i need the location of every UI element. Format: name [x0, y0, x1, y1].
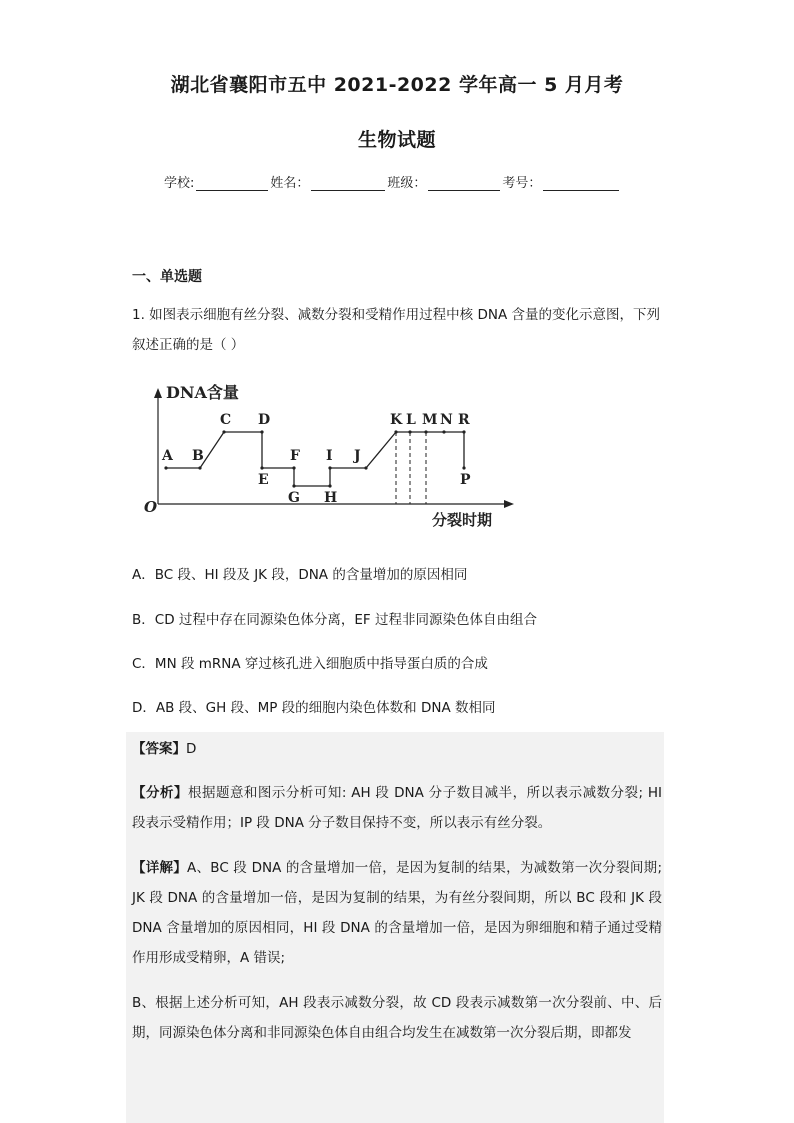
analysis-label: 【分析】	[132, 785, 188, 801]
point-a	[164, 466, 167, 469]
point-e	[260, 466, 263, 469]
point-label-c: C	[220, 412, 232, 428]
option-b[interactable]: B．CD 过程中存在同源染色体分离，EF 过程非同源染色体自由组合	[132, 612, 537, 628]
option-d[interactable]: D．AB 段、GH 段、MP 段的细胞内染色体数和 DNA 数相同	[132, 700, 496, 716]
option-c[interactable]: C．MN 段 mRNA 穿过核孔进入细胞质中指导蛋白质的合成	[132, 656, 488, 672]
question-stem: 1. 如图表示细胞有丝分裂、减数分裂和受精作用过程中核 DNA 含量的变化示意图，下列叙述正确的是（ ）	[132, 307, 660, 353]
exam-subject: 生物试题	[357, 129, 436, 151]
point-label-k: K	[390, 412, 403, 428]
x-axis-label: 分裂时期	[432, 511, 493, 529]
point-label-h: H	[324, 490, 338, 506]
detail-paragraph-a	[132, 853, 662, 973]
point-label-n: N	[440, 412, 453, 428]
student-info-line	[164, 172, 621, 191]
point-label-d: D	[258, 412, 271, 428]
point-r	[462, 430, 465, 433]
point-b	[198, 466, 201, 469]
dna-chart-svg	[140, 378, 520, 530]
detail-text-a: A、BC 段 DNA 的含量增加一倍，是因为复制的结果，为减数第一次分裂间期; JK 段 DNA 的含量增加一倍，是因为复制的结果，为有丝分裂间期，所以 BC 段和 JK 段 DNA 含量增加的原因相同，HI 段 DNA 的含量增加一倍，是因为卵细胞和精子通过受精作用形成受精卵，A 错误;	[132, 860, 662, 966]
exam-number-field[interactable]	[543, 176, 619, 191]
exam-title: 湖北省襄阳市五中 2021-2022 学年高一 5 月月考	[170, 74, 624, 96]
point-label-m: M	[422, 412, 438, 428]
point-label-e: E	[258, 472, 269, 488]
point-f	[292, 466, 295, 469]
point-label-g: G	[288, 490, 300, 506]
school-field[interactable]	[196, 176, 268, 191]
point-g	[292, 484, 295, 487]
point-p	[462, 466, 465, 469]
point-label-a: A	[162, 448, 173, 464]
detail-paragraph-b: B、根据上述分析可知，AH 段表示减数分裂，故 CD 段表示减数第一次分裂前、中、后期，同源染色体分离和非同源染色体自由组合均发生在减数第一次分裂后期，即都发	[132, 995, 662, 1041]
answer-line	[132, 734, 662, 764]
class-field[interactable]	[428, 176, 500, 191]
y-axis-arrow	[154, 388, 162, 398]
origin-label: O	[144, 498, 158, 516]
section-title: 一、单选题	[132, 269, 202, 285]
detail-label: 【详解】	[132, 860, 188, 876]
point-label-r: R	[458, 412, 470, 428]
point-label-j: J	[354, 448, 361, 464]
answer-value: D	[186, 741, 197, 757]
point-label-f: F	[290, 448, 300, 464]
name-field[interactable]	[311, 176, 385, 191]
school-label: 学校:	[164, 176, 195, 191]
point-i	[328, 466, 331, 469]
point-label-l: L	[406, 412, 416, 428]
class-label: 班级：	[387, 176, 427, 191]
dna-series-line	[166, 432, 464, 486]
point-label-p: P	[460, 472, 471, 488]
point-h	[328, 484, 331, 487]
point-label-b: B	[192, 448, 204, 464]
option-a[interactable]: A．BC 段、HI 段及 JK 段，DNA 的含量增加的原因相同	[132, 567, 468, 583]
y-axis-label: DNA含量	[166, 383, 239, 402]
point-label-i: I	[326, 448, 333, 464]
analysis-text: 根据题意和图示分析可知: AH 段 DNA 分子数目减半，所以表示减数分裂; HI 段表示受精作用；IP 段 DNA 分子数目保持不变，所以表示有丝分裂。	[132, 785, 662, 831]
name-label: 姓名：	[270, 176, 310, 191]
analysis-paragraph	[132, 778, 662, 838]
answer-label: 【答案】	[132, 741, 186, 757]
x-axis-arrow	[504, 500, 514, 508]
point-n	[442, 430, 445, 433]
point-c	[222, 430, 225, 433]
dna-chart	[140, 378, 520, 534]
point-j	[364, 466, 367, 469]
point-d	[260, 430, 263, 433]
exam-number-label: 考号：	[502, 176, 542, 191]
